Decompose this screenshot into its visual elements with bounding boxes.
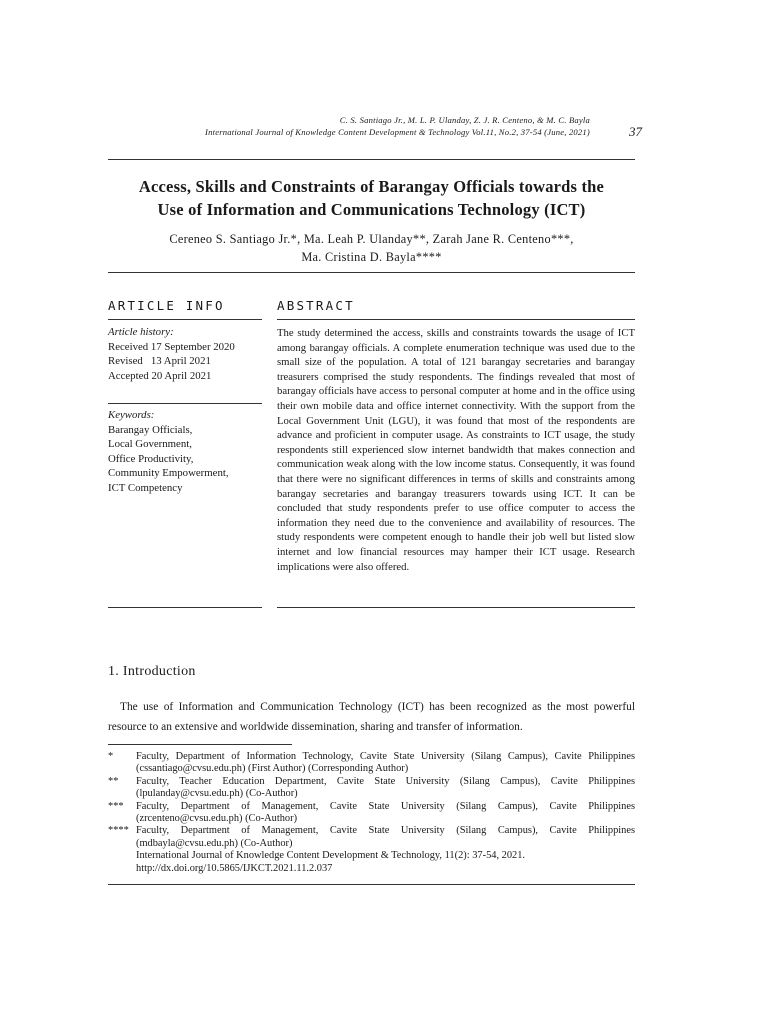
citation-line: International Journal of Knowledge Content Development & Technology, 11(2): 37-54, 2021.: [136, 850, 526, 862]
keyword-item: Local Government,: [108, 438, 192, 450]
article-info-top-rule: [108, 319, 262, 320]
footnote-text: Faculty, Department of Management, Cavite State University (Silang Campus), Cavite Philippines (mdbayla@cvsu.edu.ph) (Co-Author): [136, 825, 635, 849]
keyword-item: ICT Competency: [108, 481, 183, 494]
article-info-bottom-rule: [108, 607, 262, 608]
footnote: [108, 825, 635, 850]
abstract-top-rule: [277, 319, 635, 320]
footnote-text: Faculty, Department of Management, Cavite State University (Silang Campus), Cavite Philippines (zrcenteno@cvsu.edu.ph) (Co-Author): [136, 800, 635, 825]
received-date: Received 17 September 2020: [108, 340, 235, 353]
title-line-2: Use of Information and Communications Technology (ICT): [157, 200, 586, 219]
paper-title: [100, 175, 643, 221]
abstract-heading: ABSTRACT: [277, 298, 355, 313]
keyword-item: Office Productivity,: [108, 452, 194, 465]
keyword-item: Community Empowerment,: [108, 467, 229, 479]
footnote-mark: ***: [108, 800, 124, 812]
running-head-authors: C. S. Santiago Jr., M. L. P. Ulanday, Z. J. R. Centeno, & M. C. Bayla: [339, 115, 590, 125]
article-history: [108, 325, 260, 383]
authors-line-1: Cereneo S. Santiago Jr.*, Ma. Leah P. Ulanday**, Zarah Jane R. Centeno***,: [169, 232, 574, 246]
introduction-heading: 1. Introduction: [108, 664, 196, 679]
introduction-paragraph: The use of Information and Communication Technology (ICT) has been recognized as the most powerful resource to an extensive and worldwide dissemination, sharing and transfer of information.: [108, 701, 635, 733]
authors-line-2: Ma. Cristina D. Bayla****: [301, 250, 442, 264]
authors-rule: [108, 272, 635, 273]
header-rule: [108, 159, 635, 160]
history-label: Article history:: [108, 326, 174, 338]
footnote: [108, 801, 635, 826]
footnote: [108, 751, 635, 776]
footnote-rule: [108, 744, 292, 745]
footnote-text: Faculty, Teacher Education Department, Cavite State University (Silang Campus), Cavite Philippines (lpulanday@cvsu.edu.ph) (Co-Author): [136, 775, 635, 800]
footer-rule: [108, 884, 635, 885]
keywords-block: [108, 408, 260, 495]
title-line-1: Access, Skills and Constraints of Barangay Officials towards the: [138, 177, 605, 196]
article-info-heading: ARTICLE INFO: [108, 298, 225, 313]
abstract-bottom-rule: [277, 607, 635, 608]
page-number: 37: [629, 124, 642, 139]
footnote-mark: *: [108, 751, 114, 762]
history-rule: [108, 403, 262, 404]
footnotes: [108, 751, 635, 875]
accepted-date: Accepted 20 April 2021: [108, 369, 212, 382]
footnote-text: Faculty, Department of Information Technology, Cavite State University (Silang Campus), Cavite Philippines (cssantiago@cvsu.edu.ph) (First Author) (Corresponding Author): [136, 751, 635, 775]
abstract-body: The study determined the access, skills and constraints towards the usage of ICT among barangay officials. A complete enumeration technique was used due to the small size of the population. A total of 121 barangay secretaries and barangay treasurers comprised the study respondents. The findings revealed that most of barangay officials have access to personal computer at home and in the office using their own mobile data and office internet connectivity. With the support from the Local Government Unit (LGU), it was found that most of the respondents are advance and proficient in computer usage. As constraints to ICT usage, the study respondents still experienced slow internet bandwidth that makes connection and communication weak along with the low income status. Consequently, it was found that there were no significant differences in terms of skills and constraints among barangay secretaries and barangay treasurers towards using ICT. It can be concluded that study respondents prefer to use office computer to access the information they need due to the convenience and availability of resources. The study respondents were competent enough to handle their job well but listed slow internet and low financial resources may hamper their ICT usage. Research implications were also offered.: [277, 327, 635, 573]
footnote-mark: ****: [108, 825, 129, 837]
revised-date: Revised 13 April 2021: [108, 355, 211, 367]
author-list: [108, 230, 635, 266]
footnote: [108, 776, 635, 801]
running-head: [100, 114, 590, 138]
footnote-mark: **: [108, 775, 119, 787]
doi-link[interactable]: http://dx.doi.org/10.5865/IJKCT.2021.11.2.037: [136, 862, 333, 874]
keyword-item: Barangay Officials,: [108, 423, 193, 436]
running-head-journal: International Journal of Knowledge Content Development & Technology Vol.11, No.2, 37-54 (June, 2021): [205, 127, 590, 137]
keywords-label: Keywords:: [108, 409, 155, 421]
